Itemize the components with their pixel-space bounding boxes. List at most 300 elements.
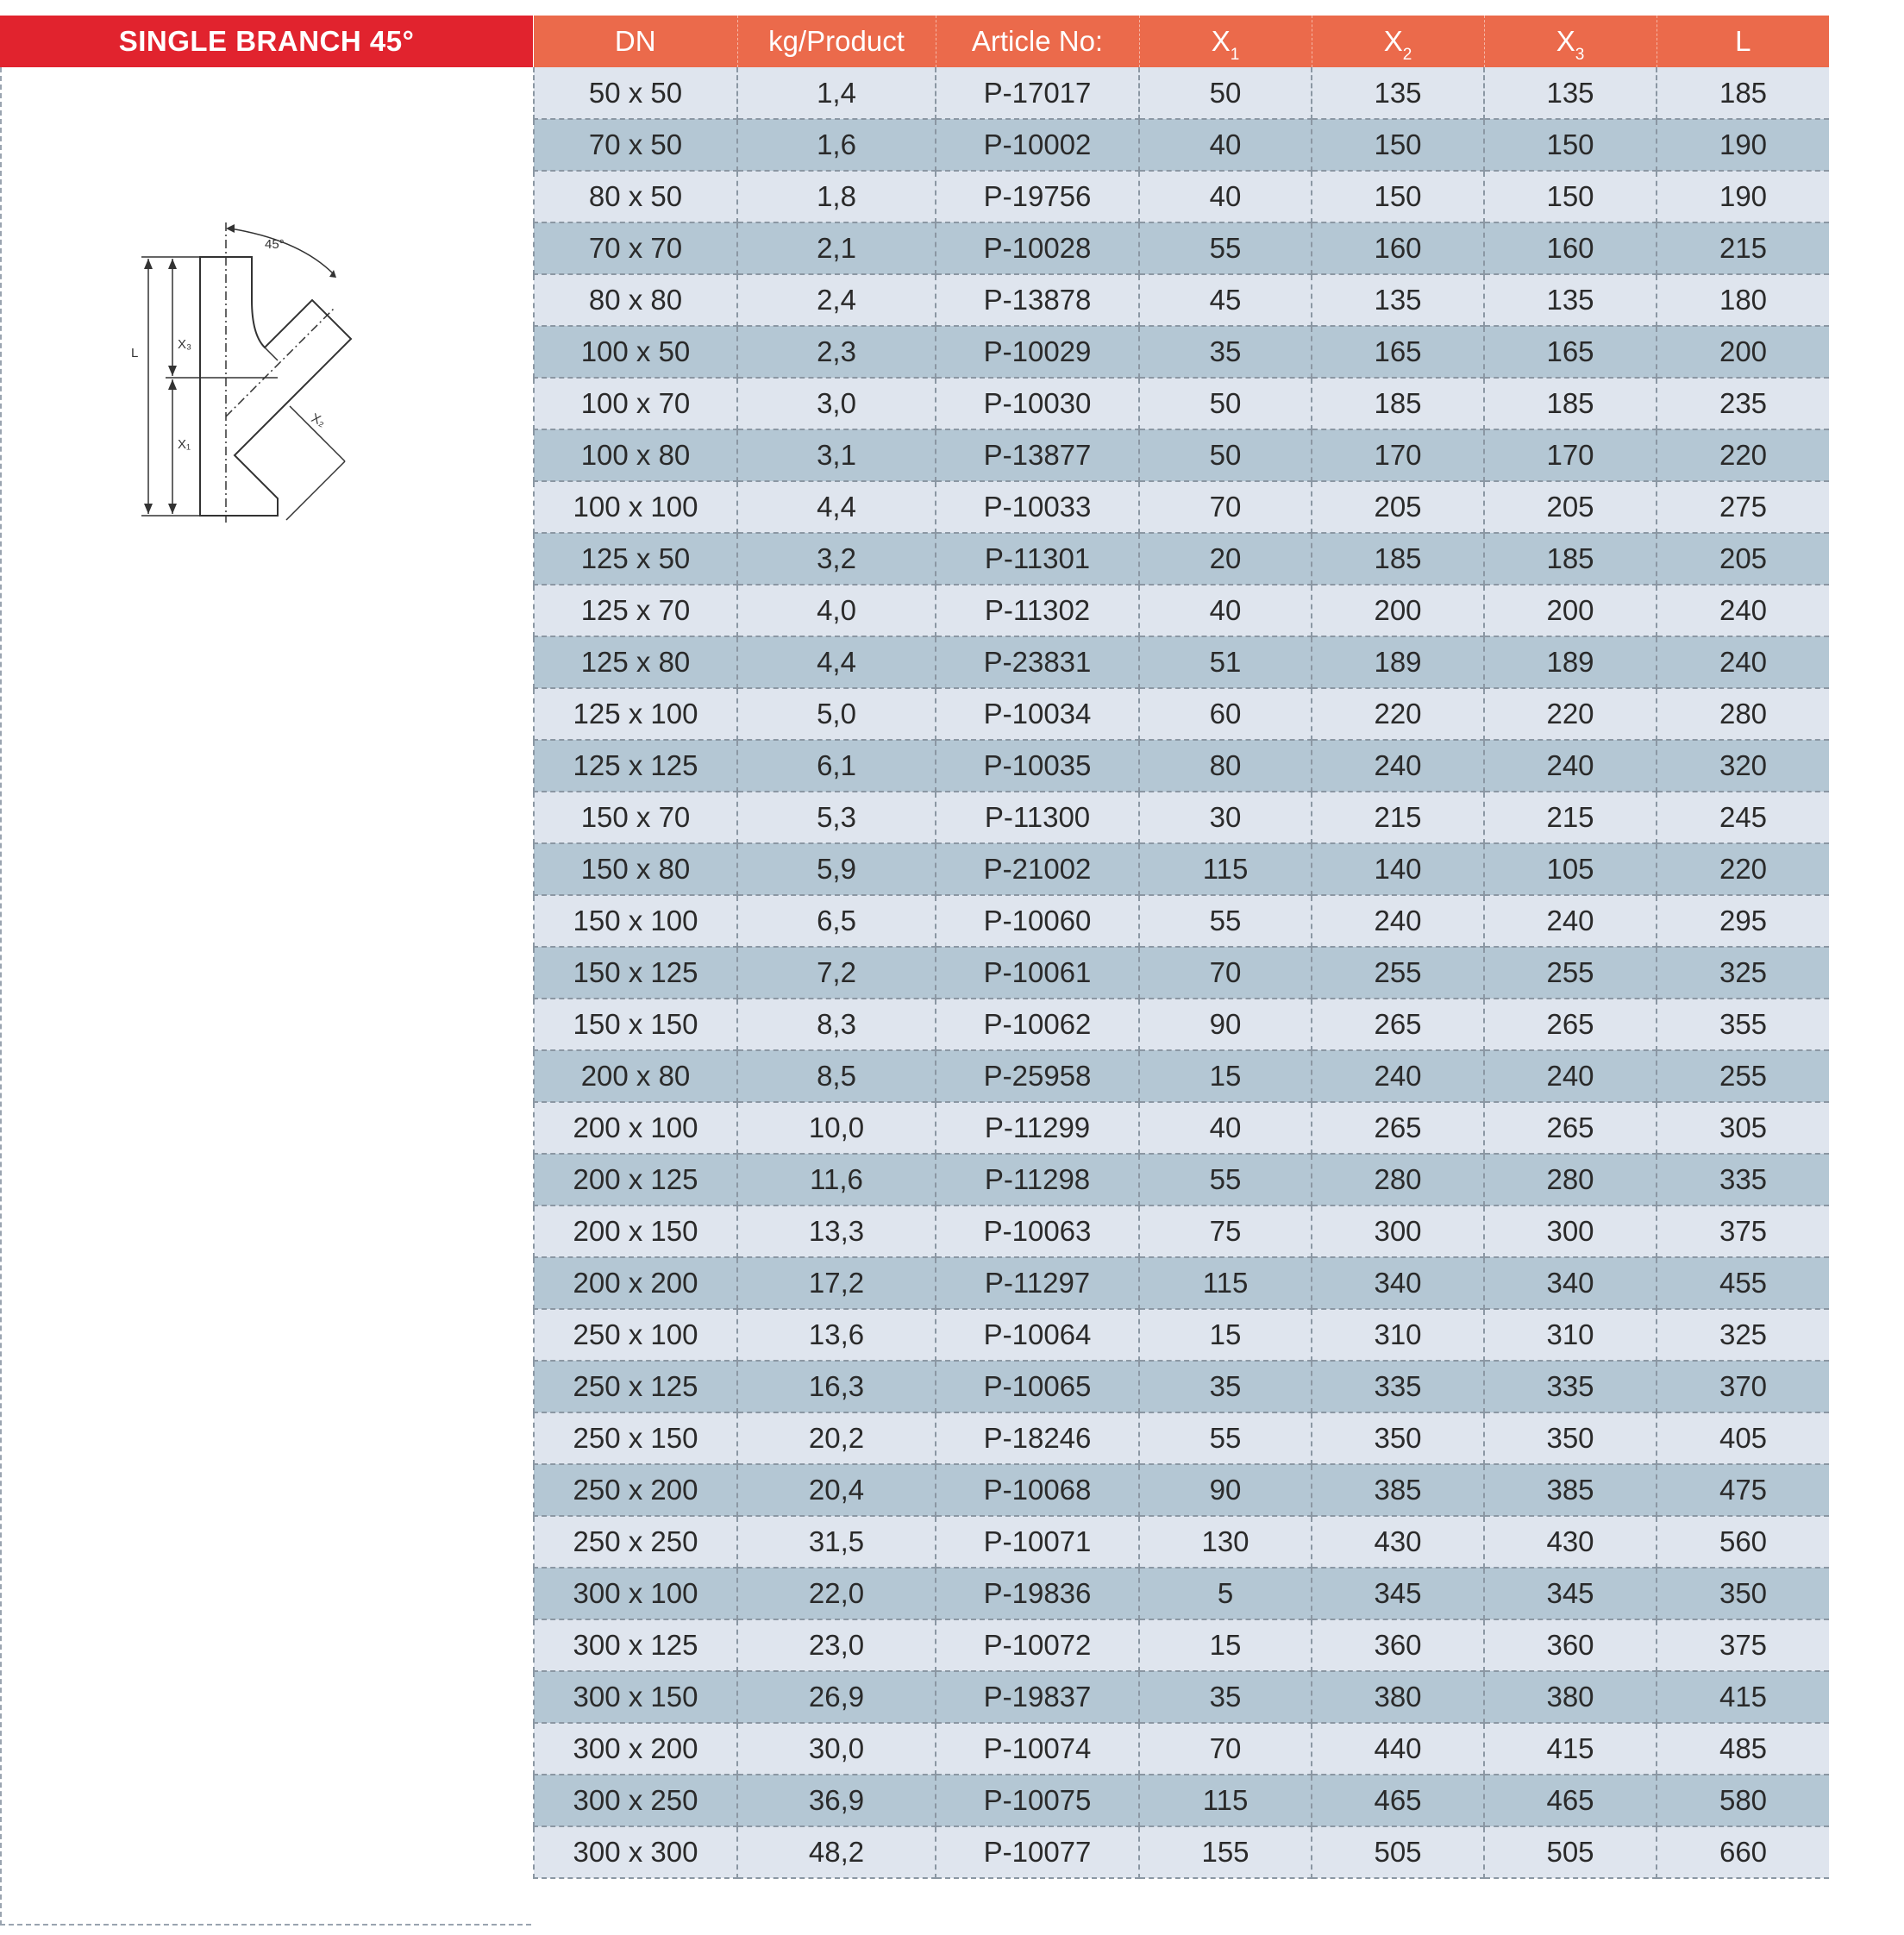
- cell-kg: 31,5: [737, 1516, 936, 1568]
- cell-article: P-10034: [936, 688, 1139, 740]
- cell-kg: 1,6: [737, 119, 936, 171]
- cell-l: 325: [1657, 947, 1829, 999]
- cell-x1: 30: [1139, 792, 1312, 843]
- cell-x2: 135: [1312, 274, 1484, 326]
- cell-l: 335: [1657, 1154, 1829, 1205]
- col-header-dn: DN: [534, 16, 737, 67]
- cell-l: 350: [1657, 1568, 1829, 1619]
- cell-x3: 185: [1484, 533, 1657, 585]
- cell-article: P-10060: [936, 895, 1139, 947]
- cell-x1: 70: [1139, 481, 1312, 533]
- cell-x1: 115: [1139, 1257, 1312, 1309]
- cell-l: 190: [1657, 171, 1829, 222]
- cell-dn: 50 x 50: [534, 67, 737, 119]
- table-row: [534, 481, 1829, 533]
- cell-x2: 200: [1312, 585, 1484, 636]
- cell-kg: 13,3: [737, 1205, 936, 1257]
- cell-x2: 220: [1312, 688, 1484, 740]
- col-header-x3: $X_3$: [1484, 16, 1657, 67]
- cell-x1: 35: [1139, 326, 1312, 378]
- cell-kg: 30,0: [737, 1723, 936, 1775]
- cell-article: P-11301: [936, 533, 1139, 585]
- cell-l: 485: [1657, 1723, 1829, 1775]
- cell-x1: 60: [1139, 688, 1312, 740]
- cell-x1: 15: [1139, 1050, 1312, 1102]
- cell-x1: 70: [1139, 1723, 1312, 1775]
- cell-kg: 20,4: [737, 1464, 936, 1516]
- cell-dn: 125 x 70: [534, 585, 737, 636]
- cell-x2: 150: [1312, 119, 1484, 171]
- cell-l: 240: [1657, 585, 1829, 636]
- cell-kg: 1,4: [737, 67, 936, 119]
- cell-kg: 7,2: [737, 947, 936, 999]
- table-row: [534, 947, 1829, 999]
- cell-dn: 200 x 100: [534, 1102, 737, 1154]
- cell-dn: 200 x 200: [534, 1257, 737, 1309]
- cell-x1: 40: [1139, 585, 1312, 636]
- cell-dn: 125 x 100: [534, 688, 737, 740]
- cell-article: P-21002: [936, 843, 1139, 895]
- cell-x3: 200: [1484, 585, 1657, 636]
- cell-kg: 48,2: [737, 1826, 936, 1878]
- angle-label: 45°: [265, 237, 285, 252]
- cell-x3: 465: [1484, 1775, 1657, 1826]
- cell-kg: 22,0: [737, 1568, 936, 1619]
- cell-x3: 189: [1484, 636, 1657, 688]
- cell-x1: 50: [1139, 429, 1312, 481]
- cell-article: P-10065: [936, 1361, 1139, 1412]
- cell-x2: 240: [1312, 895, 1484, 947]
- cell-l: 305: [1657, 1102, 1829, 1154]
- cell-l: 580: [1657, 1775, 1829, 1826]
- cell-x3: 265: [1484, 1102, 1657, 1154]
- cell-article: P-13878: [936, 274, 1139, 326]
- cell-kg: 3,0: [737, 378, 936, 429]
- cell-x1: 15: [1139, 1619, 1312, 1671]
- cell-x3: 240: [1484, 1050, 1657, 1102]
- table-row: [534, 1361, 1829, 1412]
- cell-kg: 36,9: [737, 1775, 936, 1826]
- cell-x1: 55: [1139, 1154, 1312, 1205]
- cell-l: 215: [1657, 222, 1829, 274]
- cell-kg: 1,8: [737, 171, 936, 222]
- cell-kg: 6,5: [737, 895, 936, 947]
- cell-x2: 240: [1312, 740, 1484, 792]
- cell-x1: 90: [1139, 999, 1312, 1050]
- table-row: [534, 1412, 1829, 1464]
- pipe-outline: [200, 257, 351, 516]
- cell-x2: 185: [1312, 378, 1484, 429]
- cell-x3: 380: [1484, 1671, 1657, 1723]
- table-header-row: [534, 16, 1829, 67]
- cell-x1: 90: [1139, 1464, 1312, 1516]
- cell-l: 325: [1657, 1309, 1829, 1361]
- cell-kg: 5,0: [737, 688, 936, 740]
- cell-x3: 170: [1484, 429, 1657, 481]
- cell-x2: 310: [1312, 1309, 1484, 1361]
- cell-x3: 185: [1484, 378, 1657, 429]
- cell-x3: 135: [1484, 274, 1657, 326]
- cell-kg: 3,1: [737, 429, 936, 481]
- cell-l: 560: [1657, 1516, 1829, 1568]
- cell-x2: 350: [1312, 1412, 1484, 1464]
- cell-l: 220: [1657, 429, 1829, 481]
- cell-x1: 45: [1139, 274, 1312, 326]
- table-row: [534, 585, 1829, 636]
- cell-dn: 150 x 150: [534, 999, 737, 1050]
- cell-x1: 15: [1139, 1309, 1312, 1361]
- cell-x2: 265: [1312, 1102, 1484, 1154]
- table-row: [534, 1102, 1829, 1154]
- cell-x2: 160: [1312, 222, 1484, 274]
- cell-x3: 165: [1484, 326, 1657, 378]
- cell-x3: 345: [1484, 1568, 1657, 1619]
- cell-x2: 215: [1312, 792, 1484, 843]
- cell-kg: 6,1: [737, 740, 936, 792]
- cell-article: P-11302: [936, 585, 1139, 636]
- cell-x2: 465: [1312, 1775, 1484, 1826]
- cell-article: P-10062: [936, 999, 1139, 1050]
- cell-dn: 125 x 125: [534, 740, 737, 792]
- cell-x1: 80: [1139, 740, 1312, 792]
- cell-x1: 50: [1139, 378, 1312, 429]
- cell-kg: 17,2: [737, 1257, 936, 1309]
- cell-dn: 300 x 125: [534, 1619, 737, 1671]
- cell-kg: 8,3: [737, 999, 936, 1050]
- table-row: [534, 1568, 1829, 1619]
- cell-dn: 100 x 70: [534, 378, 737, 429]
- cell-x1: 55: [1139, 222, 1312, 274]
- cell-x1: 35: [1139, 1361, 1312, 1412]
- cell-l: 200: [1657, 326, 1829, 378]
- cell-l: 320: [1657, 740, 1829, 792]
- label-X2: X₂: [309, 410, 328, 430]
- cell-x3: 150: [1484, 119, 1657, 171]
- cell-dn: 150 x 100: [534, 895, 737, 947]
- cell-x1: 155: [1139, 1826, 1312, 1878]
- table-row: [534, 1464, 1829, 1516]
- cell-article: P-25958: [936, 1050, 1139, 1102]
- cell-dn: 250 x 250: [534, 1516, 737, 1568]
- cell-x2: 205: [1312, 481, 1484, 533]
- col-header-x2: $X_2$: [1312, 16, 1484, 67]
- cell-dn: 150 x 70: [534, 792, 737, 843]
- cell-article: P-23831: [936, 636, 1139, 688]
- cell-dn: 100 x 80: [534, 429, 737, 481]
- cell-l: 190: [1657, 119, 1829, 171]
- table-row: [534, 1309, 1829, 1361]
- cell-x1: 50: [1139, 67, 1312, 119]
- cell-x1: 40: [1139, 1102, 1312, 1154]
- cell-dn: 125 x 50: [534, 533, 737, 585]
- cell-x1: 40: [1139, 119, 1312, 171]
- cell-x1: 75: [1139, 1205, 1312, 1257]
- table-row: [534, 1775, 1829, 1826]
- table-row: [534, 171, 1829, 222]
- table-row: [534, 895, 1829, 947]
- cell-kg: 16,3: [737, 1361, 936, 1412]
- table-row: [534, 429, 1829, 481]
- cell-l: 275: [1657, 481, 1829, 533]
- cell-dn: 200 x 80: [534, 1050, 737, 1102]
- cell-article: P-19756: [936, 171, 1139, 222]
- spec-table-wrap: [533, 16, 1828, 1879]
- cell-dn: 250 x 200: [534, 1464, 737, 1516]
- cell-l: 245: [1657, 792, 1829, 843]
- cell-dn: 100 x 50: [534, 326, 737, 378]
- col-header-kg: kg/Product: [737, 16, 936, 67]
- cell-article: P-10068: [936, 1464, 1139, 1516]
- cell-x2: 189: [1312, 636, 1484, 688]
- cell-kg: 11,6: [737, 1154, 936, 1205]
- cell-dn: 100 x 100: [534, 481, 737, 533]
- label-X1: X₁: [178, 437, 191, 452]
- branch-axis: [226, 309, 334, 416]
- cell-article: P-17017: [936, 67, 1139, 119]
- table-row: [534, 533, 1829, 585]
- cell-x3: 240: [1484, 740, 1657, 792]
- cell-x3: 265: [1484, 999, 1657, 1050]
- cell-x3: 340: [1484, 1257, 1657, 1309]
- cell-x1: 55: [1139, 895, 1312, 947]
- cell-dn: 300 x 300: [534, 1826, 737, 1878]
- table-row: [534, 1671, 1829, 1723]
- diagram-panel: [0, 67, 531, 1926]
- cell-dn: 200 x 150: [534, 1205, 737, 1257]
- table-row: [534, 1619, 1829, 1671]
- table-row: [534, 1826, 1829, 1878]
- cell-article: P-10074: [936, 1723, 1139, 1775]
- cell-article: P-10002: [936, 119, 1139, 171]
- cell-article: P-10064: [936, 1309, 1139, 1361]
- cell-x3: 280: [1484, 1154, 1657, 1205]
- cell-x2: 430: [1312, 1516, 1484, 1568]
- cell-x1: 70: [1139, 947, 1312, 999]
- table-row: [534, 688, 1829, 740]
- cell-dn: 300 x 200: [534, 1723, 737, 1775]
- cell-dn: 300 x 100: [534, 1568, 737, 1619]
- cell-l: 185: [1657, 67, 1829, 119]
- cell-article: P-10061: [936, 947, 1139, 999]
- cell-x2: 505: [1312, 1826, 1484, 1878]
- cell-x1: 40: [1139, 171, 1312, 222]
- cell-x2: 340: [1312, 1257, 1484, 1309]
- cell-article: P-10035: [936, 740, 1139, 792]
- cell-l: 355: [1657, 999, 1829, 1050]
- cell-x2: 280: [1312, 1154, 1484, 1205]
- col-header-l: L: [1657, 16, 1829, 67]
- cell-article: P-11297: [936, 1257, 1139, 1309]
- cell-x2: 300: [1312, 1205, 1484, 1257]
- table-row: [534, 636, 1829, 688]
- cell-x1: 55: [1139, 1412, 1312, 1464]
- cell-dn: 150 x 80: [534, 843, 737, 895]
- cell-dn: 125 x 80: [534, 636, 737, 688]
- cell-x3: 215: [1484, 792, 1657, 843]
- cell-l: 375: [1657, 1619, 1829, 1671]
- page-title: SINGLE BRANCH 45°: [0, 16, 533, 67]
- cell-l: 660: [1657, 1826, 1829, 1878]
- cell-dn: 80 x 80: [534, 274, 737, 326]
- cell-x3: 240: [1484, 895, 1657, 947]
- cell-kg: 2,4: [737, 274, 936, 326]
- cell-dn: 250 x 100: [534, 1309, 737, 1361]
- cell-x3: 160: [1484, 222, 1657, 274]
- cell-x2: 345: [1312, 1568, 1484, 1619]
- table-row: [534, 1516, 1829, 1568]
- cell-l: 220: [1657, 843, 1829, 895]
- cell-x3: 300: [1484, 1205, 1657, 1257]
- table-row: [534, 67, 1829, 119]
- cell-dn: 150 x 125: [534, 947, 737, 999]
- cell-x3: 150: [1484, 171, 1657, 222]
- cell-l: 205: [1657, 533, 1829, 585]
- cell-l: 235: [1657, 378, 1829, 429]
- cell-article: P-10028: [936, 222, 1139, 274]
- cell-article: P-10077: [936, 1826, 1139, 1878]
- cell-l: 375: [1657, 1205, 1829, 1257]
- cell-x3: 350: [1484, 1412, 1657, 1464]
- cell-x2: 170: [1312, 429, 1484, 481]
- table-row: [534, 740, 1829, 792]
- cell-dn: 250 x 150: [534, 1412, 737, 1464]
- table-row: [534, 1257, 1829, 1309]
- cell-x2: 335: [1312, 1361, 1484, 1412]
- cell-x3: 255: [1484, 947, 1657, 999]
- cell-dn: 70 x 50: [534, 119, 737, 171]
- cell-article: P-10033: [936, 481, 1139, 533]
- cell-article: P-11298: [936, 1154, 1139, 1205]
- table-row: [534, 792, 1829, 843]
- cell-kg: 13,6: [737, 1309, 936, 1361]
- cell-article: P-19836: [936, 1568, 1139, 1619]
- cell-article: P-19837: [936, 1671, 1139, 1723]
- cell-x2: 140: [1312, 843, 1484, 895]
- table-row: [534, 1205, 1829, 1257]
- cell-kg: 26,9: [737, 1671, 936, 1723]
- cell-dn: 70 x 70: [534, 222, 737, 274]
- cell-x1: 5: [1139, 1568, 1312, 1619]
- cell-article: P-11299: [936, 1102, 1139, 1154]
- table-row: [534, 999, 1829, 1050]
- cell-x3: 415: [1484, 1723, 1657, 1775]
- cell-kg: 2,1: [737, 222, 936, 274]
- table-row: [534, 274, 1829, 326]
- cell-l: 280: [1657, 688, 1829, 740]
- cell-l: 415: [1657, 1671, 1829, 1723]
- cell-x3: 205: [1484, 481, 1657, 533]
- cell-kg: 8,5: [737, 1050, 936, 1102]
- branch-inner-line: [265, 348, 278, 360]
- cell-x3: 335: [1484, 1361, 1657, 1412]
- cell-dn: 250 x 125: [534, 1361, 737, 1412]
- cell-kg: 4,0: [737, 585, 936, 636]
- cell-l: 405: [1657, 1412, 1829, 1464]
- cell-x3: 220: [1484, 688, 1657, 740]
- col-header-x1: $X_1$: [1139, 16, 1312, 67]
- cell-x3: 105: [1484, 843, 1657, 895]
- left-panel: [0, 16, 533, 1926]
- cell-x2: 440: [1312, 1723, 1484, 1775]
- cell-dn: 300 x 150: [534, 1671, 737, 1723]
- cell-x2: 135: [1312, 67, 1484, 119]
- cell-kg: 10,0: [737, 1102, 936, 1154]
- cell-x1: 35: [1139, 1671, 1312, 1723]
- cell-l: 240: [1657, 636, 1829, 688]
- table-row: [534, 326, 1829, 378]
- cell-l: 255: [1657, 1050, 1829, 1102]
- cell-dn: 300 x 250: [534, 1775, 737, 1826]
- cell-article: P-10063: [936, 1205, 1139, 1257]
- cell-dn: 200 x 125: [534, 1154, 737, 1205]
- cell-x3: 430: [1484, 1516, 1657, 1568]
- cell-kg: 4,4: [737, 481, 936, 533]
- cell-l: 455: [1657, 1257, 1829, 1309]
- cell-article: P-10075: [936, 1775, 1139, 1826]
- cell-x3: 360: [1484, 1619, 1657, 1671]
- cell-article: P-10030: [936, 378, 1139, 429]
- table-row: [534, 222, 1829, 274]
- dim-X2: [286, 461, 345, 520]
- cell-x2: 255: [1312, 947, 1484, 999]
- cell-x1: 51: [1139, 636, 1312, 688]
- table-row: [534, 843, 1829, 895]
- cell-x1: 115: [1139, 843, 1312, 895]
- cell-article: P-13877: [936, 429, 1139, 481]
- table-row: [534, 1050, 1829, 1102]
- label-L: L: [131, 346, 139, 360]
- cell-x2: 360: [1312, 1619, 1484, 1671]
- table-row: [534, 119, 1829, 171]
- cell-x2: 380: [1312, 1671, 1484, 1723]
- cell-x2: 240: [1312, 1050, 1484, 1102]
- table-body: [534, 67, 1829, 1878]
- cell-kg: 5,9: [737, 843, 936, 895]
- table-row: [534, 1154, 1829, 1205]
- cell-dn: 80 x 50: [534, 171, 737, 222]
- cell-article: P-18246: [936, 1412, 1139, 1464]
- cell-article: P-10029: [936, 326, 1139, 378]
- branch-diagram: [114, 205, 424, 524]
- label-X3: X₃: [178, 337, 192, 352]
- cell-kg: 23,0: [737, 1619, 936, 1671]
- cell-l: 370: [1657, 1361, 1829, 1412]
- cell-kg: 2,3: [737, 326, 936, 378]
- col-header-article: Article No:: [936, 16, 1139, 67]
- cell-x3: 505: [1484, 1826, 1657, 1878]
- cell-x3: 385: [1484, 1464, 1657, 1516]
- cell-x2: 385: [1312, 1464, 1484, 1516]
- cell-x3: 135: [1484, 67, 1657, 119]
- cell-article: P-10072: [936, 1619, 1139, 1671]
- cell-x1: 115: [1139, 1775, 1312, 1826]
- cell-x2: 265: [1312, 999, 1484, 1050]
- cell-x2: 150: [1312, 171, 1484, 222]
- spec-table: [533, 16, 1829, 1879]
- cell-kg: 5,3: [737, 792, 936, 843]
- cell-article: P-10071: [936, 1516, 1139, 1568]
- table-row: [534, 1723, 1829, 1775]
- table-row: [534, 378, 1829, 429]
- cell-x2: 185: [1312, 533, 1484, 585]
- cell-article: P-11300: [936, 792, 1139, 843]
- cell-x1: 20: [1139, 533, 1312, 585]
- cell-l: 180: [1657, 274, 1829, 326]
- cell-x3: 310: [1484, 1309, 1657, 1361]
- cell-x2: 165: [1312, 326, 1484, 378]
- cell-l: 295: [1657, 895, 1829, 947]
- cell-kg: 4,4: [737, 636, 936, 688]
